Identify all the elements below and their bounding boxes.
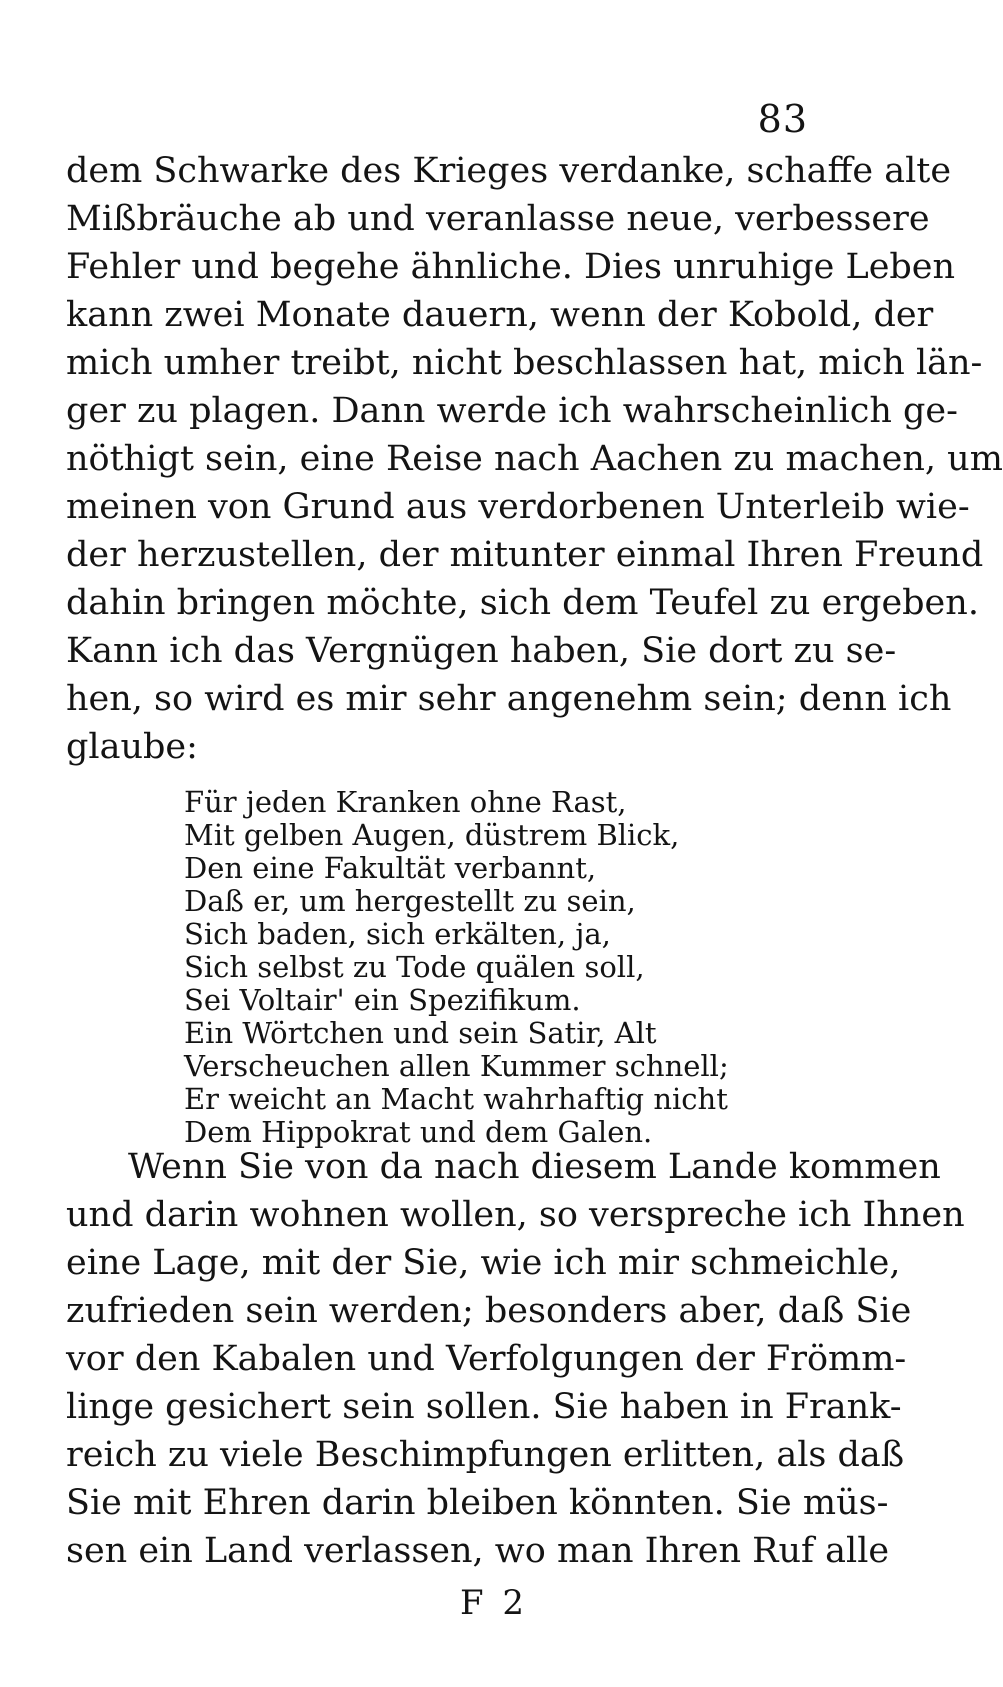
poem-line: Verscheuchen allen Kummer schnell; bbox=[184, 1049, 729, 1083]
text-line: Fehler und begehe ähnliche. Dies unruhige Leben bbox=[66, 247, 956, 287]
text-line: der herzustellen, der mitunter einmal Ihren Freund bbox=[66, 535, 984, 575]
poem-line: Sei Voltair' ein Spezifikum. bbox=[184, 983, 581, 1017]
text-line: nöthigt sein, eine Reise nach Aachen zu machen, um bbox=[66, 439, 1003, 479]
page-signature: F 2 bbox=[460, 1583, 529, 1623]
text-line: dem Schwarke des Krieges verdanke, schaffe alte bbox=[66, 151, 952, 191]
text-line: linge gesichert sein sollen. Sie haben in Frank- bbox=[66, 1387, 902, 1427]
text-line: Sie mit Ehren darin bleiben könnten. Sie müs- bbox=[66, 1483, 889, 1523]
poem-line: Den eine Fakultät verbannt, bbox=[184, 851, 597, 885]
poem-line: Mit gelben Augen, düstrem Blick, bbox=[184, 818, 680, 852]
text-line: zufrieden sein werden; besonders aber, daß Sie bbox=[66, 1291, 912, 1331]
text-line: dahin bringen möchte, sich dem Teufel zu ergeben. bbox=[66, 583, 979, 623]
page-number: 83 bbox=[757, 97, 808, 141]
poem-line: Sich selbst zu Tode quälen soll, bbox=[184, 950, 645, 984]
text-line: vor den Kabalen und Verfolgungen der Frömm- bbox=[66, 1339, 907, 1379]
text-line: sen ein Land verlassen, wo man Ihren Ruf alle bbox=[66, 1531, 890, 1571]
poem-line: Für jeden Kranken ohne Rast, bbox=[184, 785, 627, 819]
poem-line: Er weicht an Macht wahrhaftig nicht bbox=[184, 1082, 728, 1116]
text-line: mich umher treibt, nicht beschlassen hat, mich län- bbox=[66, 343, 983, 383]
text-line: meinen von Grund aus verdorbenen Unterleib wie- bbox=[66, 487, 970, 527]
text-line: Wenn Sie von da nach diesem Lande kommen bbox=[128, 1147, 941, 1187]
poem-line: Dem Hippokrat und dem Galen. bbox=[184, 1115, 653, 1149]
poem-line: Daß er, um hergestellt zu sein, bbox=[184, 884, 636, 918]
poem-line: Sich baden, sich erkälten, ja, bbox=[184, 917, 611, 951]
text-line: und darin wohnen wollen, so verspreche ich Ihnen bbox=[66, 1195, 965, 1235]
text-line: eine Lage, mit der Sie, wie ich mir schmeichle, bbox=[66, 1243, 901, 1283]
text-line: Mißbräuche ab und veranlasse neue, verbessere bbox=[66, 199, 930, 239]
text-line: hen, so wird es mir sehr angenehm sein; denn ich bbox=[66, 679, 952, 719]
text-line: kann zwei Monate dauern, wenn der Kobold, der bbox=[66, 295, 934, 335]
text-line: glaube: bbox=[66, 727, 198, 767]
poem-line: Ein Wörtchen und sein Satir, Alt bbox=[184, 1016, 657, 1050]
text-line: reich zu viele Beschimpfungen erlitten, als daß bbox=[66, 1435, 905, 1475]
text-line: Kann ich das Vergnügen haben, Sie dort zu se- bbox=[66, 631, 897, 671]
text-line: ger zu plagen. Dann werde ich wahrscheinlich ge- bbox=[66, 391, 958, 431]
